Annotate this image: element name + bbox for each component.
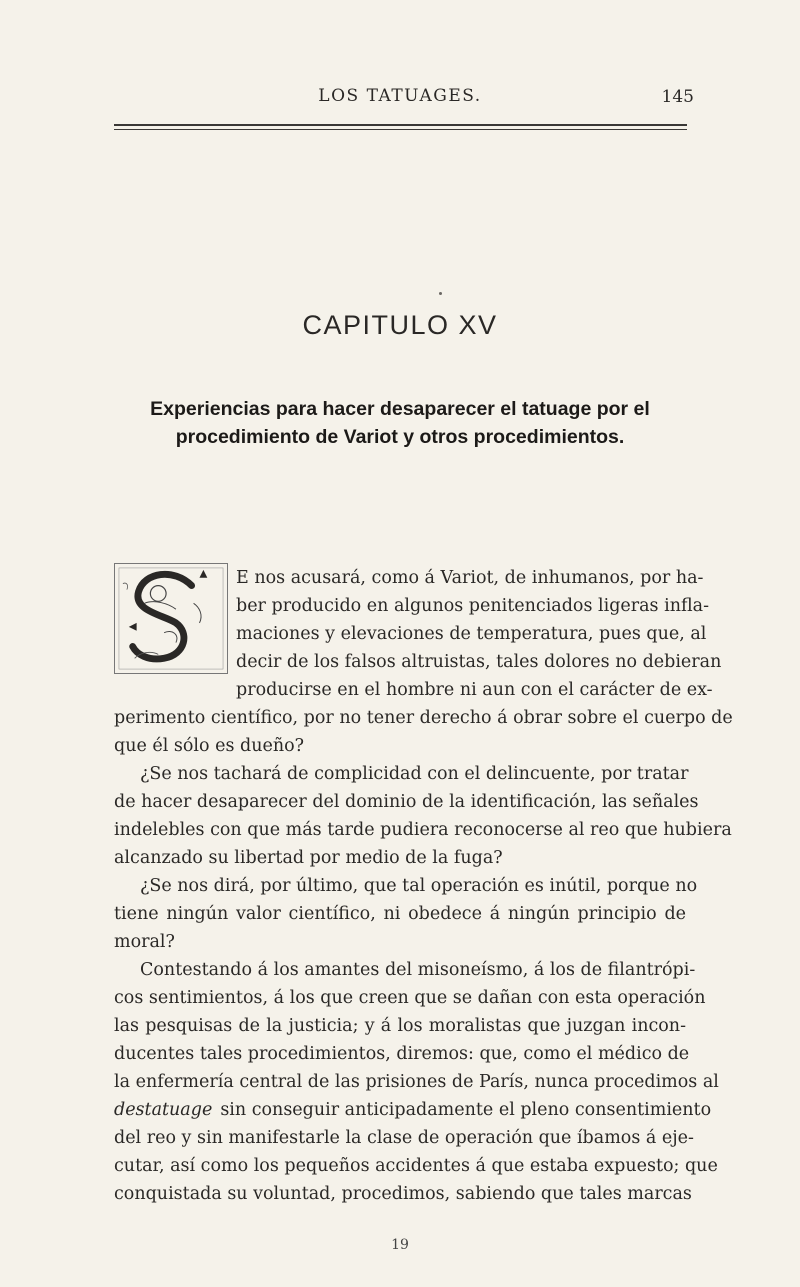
text-line-with-emphasis <box>114 1096 712 1124</box>
text-line: Contestando á los amantes del misoneísmo, á los de filantrópi- <box>140 960 696 980</box>
text-line: decir de los falsos altruistas, tales dolores no debieran <box>236 652 722 672</box>
text-line: tiene ningún valor científico, ni obedece á ningún principio de <box>114 904 686 924</box>
text-line: que él sólo es dueño? <box>114 736 305 756</box>
chapter-title: CAPITULO XV <box>302 310 498 340</box>
text-line: ber producido en algunos penitenciados ligeras infla- <box>236 596 709 616</box>
ink-speck <box>439 292 442 295</box>
text-line: cutar, así como los pequeños accidentes á que estaba expuesto; que <box>114 1156 718 1176</box>
drop-cap-ornament-icon <box>115 564 227 673</box>
text-line: maciones y elevaciones de temperatura, pues que, al <box>236 624 707 644</box>
text-line-rest: sin conseguir anticipadamente el pleno consentimiento <box>220 1100 712 1120</box>
running-head: LOS TATUAGES. <box>318 86 482 106</box>
text-line: ¿Se nos tachará de complicidad con el delincuente, por tratar <box>140 764 689 784</box>
text-line: cos sentimientos, á los que creen que se dañan con esta operación <box>114 988 706 1008</box>
text-line: la enfermería central de las prisiones de París, nunca procedimos al <box>114 1072 719 1092</box>
page-number: 145 <box>661 87 694 107</box>
text-line: moral? <box>114 932 175 952</box>
text-line: del reo y sin manifestarle la clase de operación que íbamos á eje- <box>114 1128 694 1148</box>
signature-mark: 19 <box>391 1237 409 1253</box>
text-line: ducentes tales procedimientos, diremos: que, como el médico de <box>114 1044 690 1064</box>
header-rule-thick <box>114 124 687 126</box>
text-line: las pesquisas de la justicia; y á los moralistas que juzgan incon- <box>114 1016 686 1036</box>
section-title-line-2: procedimiento de Variot y otros procedimientos. <box>175 426 625 448</box>
emphasis-word: destatuage <box>114 1100 213 1120</box>
text-line: E nos acusará, como á Variot, de inhumanos, por ha- <box>236 568 704 588</box>
text-line: indelebles con que más tarde pudiera reconocerse al reo que hubiera <box>114 820 732 840</box>
section-title-line-1: Experiencias para hacer desaparecer el tatuage por el <box>150 398 650 420</box>
text-line: perimento científico, por no tener derecho á obrar sobre el cuerpo de <box>114 708 733 728</box>
header-rule-thin <box>114 129 687 130</box>
text-line: ¿Se nos dirá, por último, que tal operación es inútil, porque no <box>140 876 698 896</box>
text-line: producirse en el hombre ni aun con el carácter de ex- <box>236 680 713 700</box>
section-title <box>110 395 690 451</box>
text-line: conquistada su voluntad, procedimos, sabiendo que tales marcas <box>114 1184 692 1204</box>
text-line: de hacer desaparecer del dominio de la identificación, las señales <box>114 792 699 812</box>
text-line: alcanzado su libertad por medio de la fuga? <box>114 848 503 868</box>
ornamental-drop-cap <box>114 563 228 674</box>
svg-text:S: S <box>115 564 116 565</box>
